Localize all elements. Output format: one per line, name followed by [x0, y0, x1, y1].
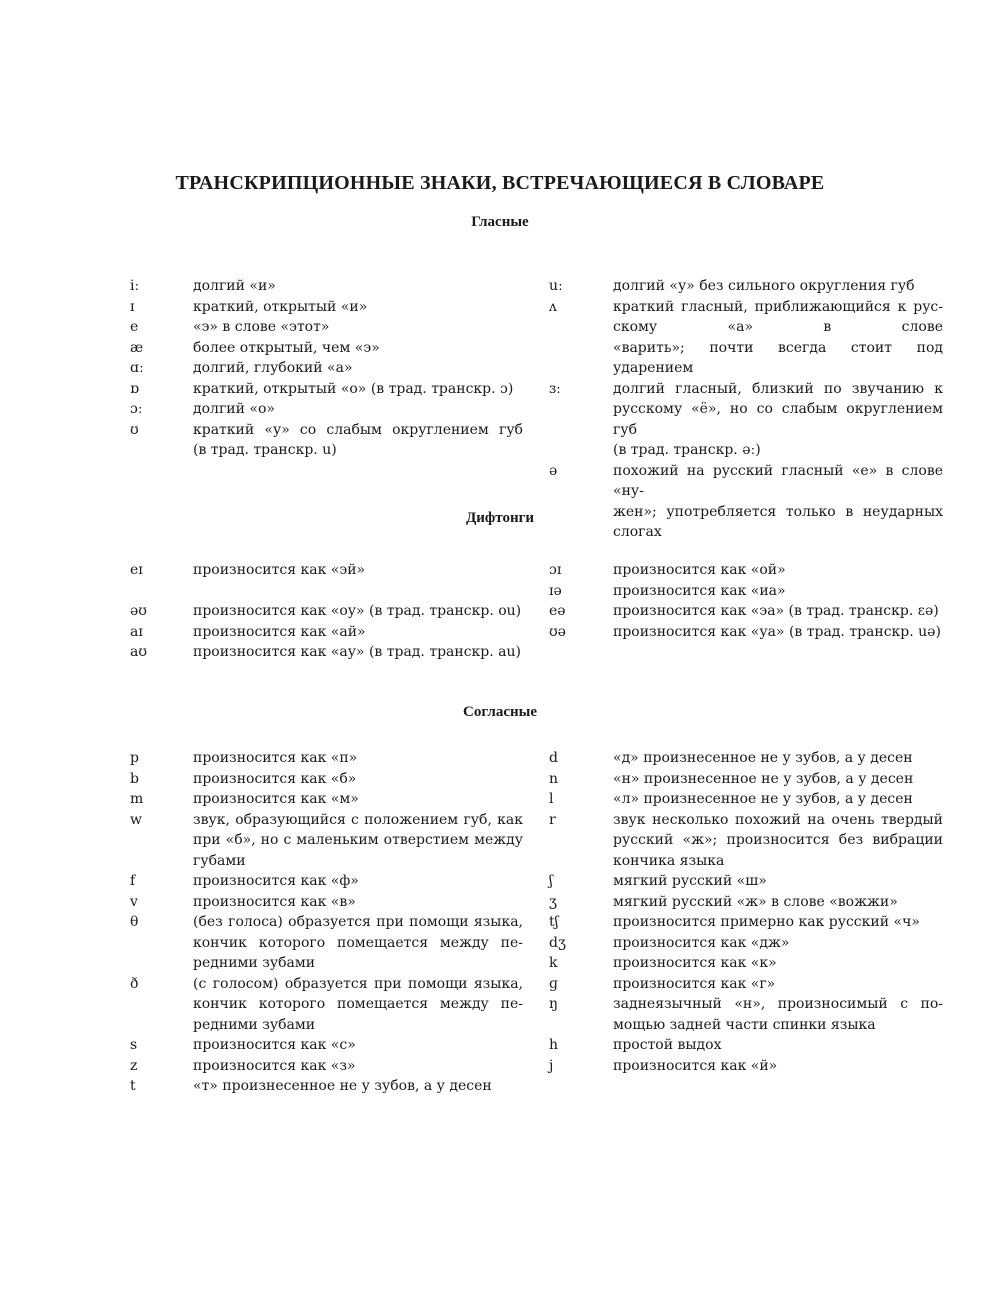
transcription-entry — [130, 317, 523, 338]
symbol-description — [613, 892, 943, 913]
symbol-description — [193, 399, 523, 420]
description-line: произносится как «б» — [193, 770, 357, 787]
ipa-symbol: eə — [549, 603, 566, 619]
transcription-entry — [549, 379, 943, 461]
transcription-entry — [549, 461, 943, 543]
transcription-entry — [549, 871, 943, 892]
ipa-symbol: ə — [549, 462, 558, 479]
symbol-description — [193, 912, 523, 974]
symbol-description — [193, 317, 523, 338]
description-line: краткий, открытый «о» (в трад. транскр. ɔ) — [193, 380, 514, 397]
ipa-symbol: n — [549, 770, 559, 787]
description-line: простой выдох — [613, 1037, 722, 1053]
page-title: ТРАНСКРИПЦИОННЫЕ ЗНАКИ, ВСТРЕЧАЮЩИЕСЯ В СЛОВАРЕ — [175, 172, 825, 194]
transcription-entry — [130, 420, 523, 461]
description-line: долгий гласный, близкий по звучанию к — [613, 380, 943, 397]
description-line: мощью задней части спинки языка — [613, 1016, 876, 1033]
ipa-symbol: ɜː — [549, 380, 561, 397]
symbol-description — [613, 1035, 943, 1056]
ipa-symbol: z — [130, 1057, 138, 1074]
ipa-symbol: ð — [130, 975, 139, 992]
description-line: кончика языка — [613, 852, 725, 869]
description-line: жен»; употребляется только в неударных слогах — [613, 503, 943, 540]
transcription-entry — [549, 748, 943, 769]
transcription-entry — [130, 379, 523, 400]
ipa-symbol: θ — [130, 914, 139, 930]
transcription-entry — [130, 912, 523, 974]
description-line: произносится как «з» — [193, 1057, 356, 1074]
symbol-description — [193, 748, 523, 769]
description-line: кончик которого помещается между пе- — [193, 996, 523, 1012]
transcription-entry — [549, 1035, 943, 1056]
symbol-description — [613, 622, 943, 643]
ipa-symbol: ɡ — [549, 975, 558, 992]
ipa-symbol: ʃ — [549, 873, 553, 889]
ipa-symbol: aɪ — [130, 623, 143, 640]
description-line: «д» произнесенное не у зубов, а у десен — [613, 750, 913, 766]
ipa-symbol: l — [549, 791, 554, 807]
ipa-symbol: m — [130, 791, 144, 807]
vowels-left-column — [130, 276, 523, 461]
description-line: произносится как «ой» — [613, 562, 786, 578]
symbol-description — [193, 276, 523, 297]
symbol-description — [613, 748, 943, 769]
symbol-description — [613, 933, 943, 954]
ipa-symbol: w — [130, 811, 142, 828]
description-line: кончик которого помещается между пе- — [193, 934, 523, 951]
description-line: произносится как «в» — [193, 893, 356, 910]
description-line: долгий «о» — [193, 401, 275, 417]
description-line: произносится как «эй» — [193, 562, 366, 578]
ipa-symbol: ɪə — [549, 582, 562, 599]
transcription-entry — [130, 892, 523, 913]
ipa-symbol: e — [130, 319, 139, 335]
symbol-description — [613, 953, 943, 974]
symbol-description — [193, 1076, 523, 1097]
ipa-symbol: ɔɪ — [549, 562, 562, 578]
description-line: произносится как «ау» (в трад. транскр. au) — [193, 644, 521, 660]
symbol-description — [193, 1056, 523, 1077]
symbol-description — [613, 994, 943, 1035]
description-line: произносится как «иа» — [613, 582, 786, 599]
transcription-entry — [130, 1035, 523, 1056]
symbol-description — [193, 810, 523, 872]
description-line: мягкий русский «ш» — [613, 873, 767, 889]
symbol-description — [613, 974, 943, 995]
ipa-symbol: ɔː — [130, 401, 143, 417]
symbol-description — [613, 461, 943, 543]
description-line: краткий «у» со слабым округлением губ — [193, 421, 523, 438]
description-line: произносится как «оу» (в трад. транскр. ou) — [193, 603, 522, 619]
symbol-description — [193, 622, 523, 643]
ipa-symbol: ɒ — [130, 380, 139, 397]
diphthongs-heading: Дифтонги — [465, 510, 535, 526]
ipa-symbol: ɪ — [130, 298, 135, 315]
ipa-symbol: v — [130, 893, 138, 910]
ipa-symbol: j — [549, 1057, 554, 1074]
transcription-entry — [549, 601, 943, 622]
transcription-entry — [130, 974, 523, 1036]
vowels-heading: Гласные — [471, 214, 529, 230]
ipa-symbol: æ — [130, 339, 144, 356]
symbol-description — [613, 560, 943, 581]
transcription-entry — [549, 789, 943, 810]
ipa-symbol: əʊ — [130, 603, 147, 619]
description-line: краткий гласный, приближающийся к рус- — [613, 298, 943, 315]
transcription-entry — [549, 769, 943, 790]
description-line: «л» произнесенное не у зубов, а у десен — [613, 791, 913, 807]
transcription-entry — [549, 1056, 943, 1077]
ipa-symbol: s — [130, 1037, 138, 1053]
transcription-entry — [549, 297, 943, 379]
ipa-symbol: iː — [130, 278, 140, 294]
description-line: при «б», но с маленьким отверстием между — [193, 832, 523, 848]
transcription-entry — [130, 276, 523, 297]
transcription-entry — [130, 1076, 523, 1097]
consonants-right-column — [549, 748, 943, 1076]
symbol-description — [193, 769, 523, 790]
ipa-symbol: h — [549, 1037, 559, 1053]
ipa-symbol: t — [130, 1078, 136, 1094]
symbol-description — [613, 912, 943, 933]
transcription-entry — [130, 358, 523, 379]
transcription-entry — [549, 581, 943, 602]
ipa-symbol: b — [130, 770, 139, 787]
transcription-entry — [549, 622, 943, 643]
symbol-description — [193, 358, 523, 379]
description-line: произносится как «к» — [613, 955, 777, 971]
description-line: произносится как «г» — [613, 975, 776, 992]
ipa-symbol: k — [549, 955, 558, 971]
transcription-entry — [549, 810, 943, 872]
symbol-description — [193, 297, 523, 318]
ipa-symbol: eɪ — [130, 562, 143, 578]
transcription-entry — [549, 912, 943, 933]
transcription-entry — [130, 338, 523, 359]
description-line: «варить»; почти всегда стоит под ударением — [613, 339, 943, 376]
description-line: (в трад. транскр. əː) — [613, 442, 761, 458]
transcription-entry — [549, 560, 943, 581]
description-line: более открытый, чем «э» — [193, 339, 380, 356]
symbol-description — [193, 892, 523, 913]
description-line: произносится как «м» — [193, 791, 359, 807]
transcription-entry — [130, 560, 523, 581]
symbol-description — [613, 601, 943, 622]
description-line: заднеязычный «н», произносимый с по- — [613, 996, 943, 1012]
ipa-symbol: ʌ — [549, 298, 557, 315]
description-line: мягкий русский «ж» в слове «вожжи» — [613, 893, 898, 910]
description-line: произносится как «й» — [613, 1057, 778, 1074]
diphthongs-left-column — [130, 560, 523, 663]
transcription-entry — [130, 642, 523, 663]
description-line: русский «ж»; произносится без вибрации — [613, 832, 943, 848]
transcription-entry — [549, 994, 943, 1035]
ipa-symbol: aʊ — [130, 644, 148, 660]
description-line: произносится как «п» — [193, 750, 358, 766]
description-line: произносится как «ф» — [193, 873, 359, 889]
symbol-description — [193, 789, 523, 810]
ipa-symbol: p — [130, 750, 139, 766]
ipa-symbol: ŋ — [549, 996, 559, 1012]
transcription-entry — [130, 810, 523, 872]
description-line: (с голосом) образуется при помощи языка, — [193, 975, 523, 992]
diphthongs-right-column — [549, 560, 943, 642]
symbol-description — [193, 871, 523, 892]
symbol-description — [613, 810, 943, 872]
description-line: звук, образующийся с положением губ, как — [193, 811, 523, 828]
symbol-description — [193, 581, 523, 602]
symbol-description — [613, 276, 943, 297]
description-line: долгий «у» без сильного округления губ — [613, 278, 915, 294]
symbol-description — [193, 642, 523, 663]
symbol-description — [613, 871, 943, 892]
ipa-symbol: d — [549, 750, 558, 766]
symbol-description — [193, 1035, 523, 1056]
description-line: скому «а» в слове — [613, 319, 943, 335]
symbol-description — [193, 379, 523, 400]
transcription-entry — [130, 622, 523, 643]
transcription-entry — [130, 789, 523, 810]
description-line: «т» произнесенное не у зубов, а у десен — [193, 1078, 492, 1094]
transcription-entry — [549, 892, 943, 913]
description-line: звук несколько похожий на очень твердый — [613, 811, 943, 828]
ipa-symbol: tʃ — [549, 914, 559, 930]
symbol-description — [193, 601, 523, 622]
description-line: долгий, глубокий «а» — [193, 360, 353, 376]
description-line: произносится как «дж» — [613, 934, 790, 951]
transcription-entry — [130, 1056, 523, 1077]
description-line: произносится как «эа» (в трад. транскр. ɛə) — [613, 603, 939, 619]
symbol-description — [613, 379, 943, 461]
description-line: (без голоса) образуется при помощи языка, — [193, 914, 523, 930]
transcription-entry — [549, 974, 943, 995]
description-line: редними зубами — [193, 955, 316, 971]
description-line: «н» произнесенное не у зубов, а у десен — [613, 770, 914, 787]
symbol-description — [613, 769, 943, 790]
ipa-symbol: dʒ — [549, 934, 566, 951]
ipa-symbol: ʊə — [549, 623, 566, 640]
description-line: произносится как «с» — [193, 1037, 356, 1053]
description-line: произносится как «ай» — [193, 623, 366, 640]
symbol-description — [613, 789, 943, 810]
symbol-description — [613, 581, 943, 602]
transcription-entry — [130, 601, 523, 622]
transcription-entry — [549, 933, 943, 954]
transcription-entry — [130, 871, 523, 892]
ipa-symbol: f — [130, 873, 136, 889]
ipa-symbol: ʒ — [549, 893, 557, 910]
consonants-left-column — [130, 748, 523, 1097]
symbol-description — [193, 974, 523, 1036]
transcription-entry — [130, 399, 523, 420]
description-line: русскому «ё», но со слабым округлением губ — [613, 401, 943, 438]
symbol-description — [193, 560, 523, 581]
transcription-entry — [130, 769, 523, 790]
transcription-entry — [130, 748, 523, 769]
consonants-heading: Согласные — [463, 704, 537, 720]
description-line: «э» в слове «этот» — [193, 319, 330, 335]
symbol-description — [193, 338, 523, 359]
transcription-entry — [130, 297, 523, 318]
description-line: долгий «и» — [193, 278, 276, 294]
ipa-symbol: ʊ — [130, 421, 139, 438]
ipa-symbol: r — [549, 811, 556, 828]
symbol-description — [613, 1056, 943, 1077]
description-line: краткий, открытый «и» — [193, 298, 368, 315]
description-line: (в трад. транскр. u) — [193, 442, 337, 458]
symbol-description — [613, 297, 943, 379]
ipa-symbol: uː — [549, 278, 563, 294]
description-line: произносится примерно как русский «ч» — [613, 914, 920, 930]
description-line: произносится как «уа» (в трад. транскр. uə) — [613, 623, 941, 640]
ipa-symbol: ɑː — [130, 360, 144, 376]
vowels-right-column — [549, 276, 943, 543]
description-line: редними зубами — [193, 1016, 316, 1033]
description-line: губами — [193, 852, 246, 869]
transcription-entry — [549, 276, 943, 297]
transcription-entry — [130, 581, 523, 602]
transcription-entry — [549, 953, 943, 974]
description-line: похожий на русский гласный «е» в слове «ну- — [613, 462, 943, 499]
symbol-description — [193, 420, 523, 461]
description-line — [193, 581, 523, 602]
